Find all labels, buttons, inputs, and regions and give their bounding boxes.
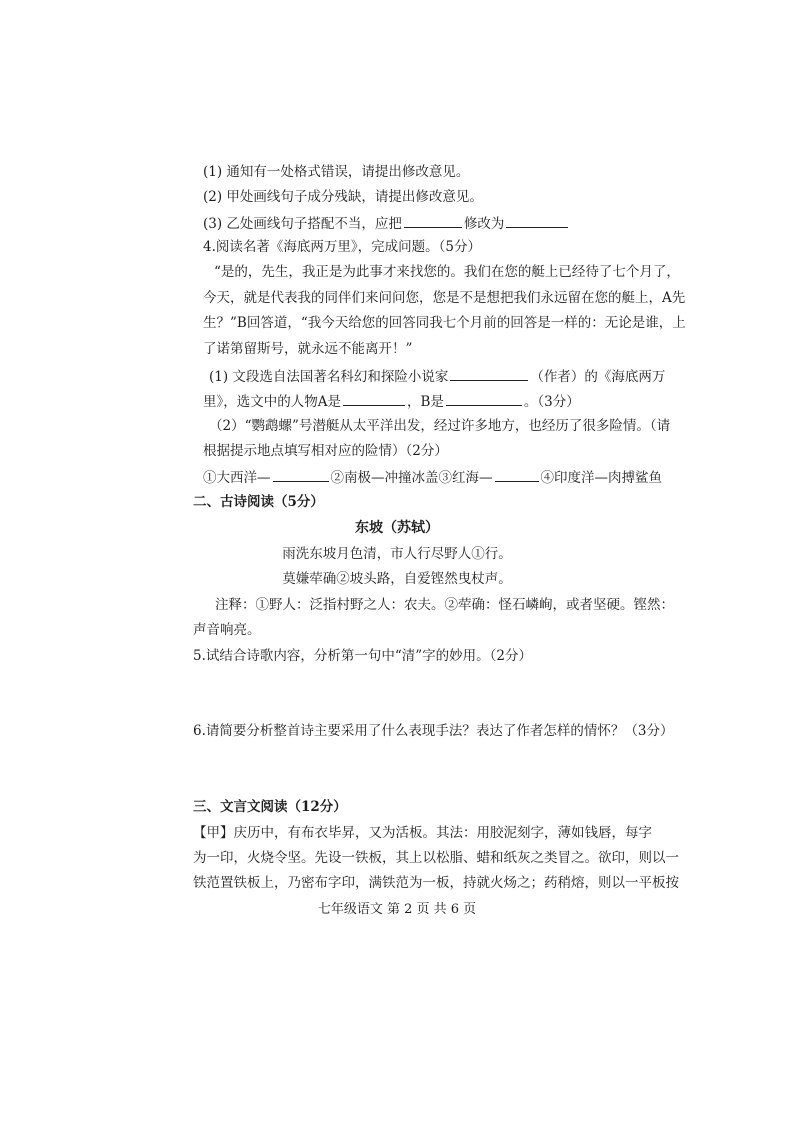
q4-fill-line [203,467,662,487]
poem-title: 东坡（苏轼） [355,520,439,536]
q4-sub1-text-b: （作者）的《海底两万 [530,369,666,385]
q4-fill-b: ②南极—冲撞冰盖③红海— [330,470,493,486]
classical-text-line: 铁范置铁板上，乃密布字印，满铁范为一板，持就火炀之；药稍熔，则以一平板按 [193,875,679,891]
answer-blank[interactable] [495,467,539,482]
q4-sub1-cont [203,391,580,411]
poem-line: 莫嫌荦确②坡头路，自爱铿然曳杖声。 [282,571,512,587]
poem-line: 雨洗东坡月色清，市人行尽野人①行。 [282,546,512,562]
q3-sub2: (2) 甲处画线句子成分残缺，请提出修改意见。 [203,189,483,205]
answer-blank[interactable] [343,391,405,406]
q4-sub1 [209,366,665,386]
q4-sub2: （2）“鹦鹉螺”号潜艇从太平洋出发，经过许多地方，也经历了很多险情。（请 [209,418,671,434]
q3-sub3-text-b: 修改为 [463,216,505,232]
q4-passage-line: 了诺第留斯号，就永远不能离开！” [203,341,413,357]
answer-blank[interactable] [273,467,329,482]
page-footer: 七年级语文 第 2 页 共 6 页 [317,902,477,917]
poem-notes-cont: 声音响亮。 [193,622,261,638]
question-5: 5.试结合诗歌内容，分析第一句中“清”字的妙用。（2分） [193,648,533,664]
q4-passage-line: 生？”B回答道，“我今天给您的回答同我七个月前的回答是一样的：无论是谁，上 [203,315,686,331]
answer-blank[interactable] [450,366,528,381]
q4-title: 4.阅读名著《海底两万里》，完成问题。（5分） [203,239,481,255]
q4-sub1-text-d: ，B是 [407,394,444,410]
q4-fill-c: ④印度洋—肉搏鲨鱼 [540,470,662,486]
poem-notes: 注释：①野人：泛指村野之人：农夫。②荦确：怪石嶙峋，或者坚硬。铿然： [215,597,674,613]
question-6: 6.请简要分析整首诗主要采用了什么表现手法？表达了作者怎样的情怀？（3分） [193,723,674,739]
section3-heading: 三、文言文阅读（12分） [193,799,347,815]
q3-sub3-text-a: (3) 乙处画线句子搭配不当，应把 [203,216,402,232]
answer-blank[interactable] [506,213,568,228]
q4-sub1-text-c: 里》，选文中的人物A是 [203,394,341,410]
q4-sub1-text-e: 。（3分） [523,394,580,410]
q3-sub3 [203,213,570,233]
answer-blank[interactable] [404,213,462,228]
classical-text-line: 【甲】庆历中，有布衣毕昇，又为活板。其法：用胶泥刻字，薄如钱唇，每字 [193,825,652,841]
q4-passage-line: “是的，先生，我正是为此事才来找您的。我们在您的艇上已经待了七个月了， [214,264,680,280]
section2-heading: 二、古诗阅读（5分） [193,494,324,510]
q4-passage-line: 今天，就是代表我的同伴们来问问您，您是不是想把我们永远留在您的艇上，A先 [203,290,686,306]
classical-text-line: 为一印，火烧令坚。先设一铁板，其上以松脂、蜡和纸灰之类冒之。欲印，则以一 [193,850,679,866]
q3-sub1: (1) 通知有一处格式错误，请提出修改意见。 [203,164,470,180]
q4-sub1-text-a: (1) 文段选自法国著名科幻和探险小说家 [209,369,449,385]
q4-fill-a: ①大西洋— [203,470,271,486]
answer-blank[interactable] [446,391,522,406]
q4-sub2-cont: 根据提示地点填写相对应的险情）（2分） [203,443,448,459]
